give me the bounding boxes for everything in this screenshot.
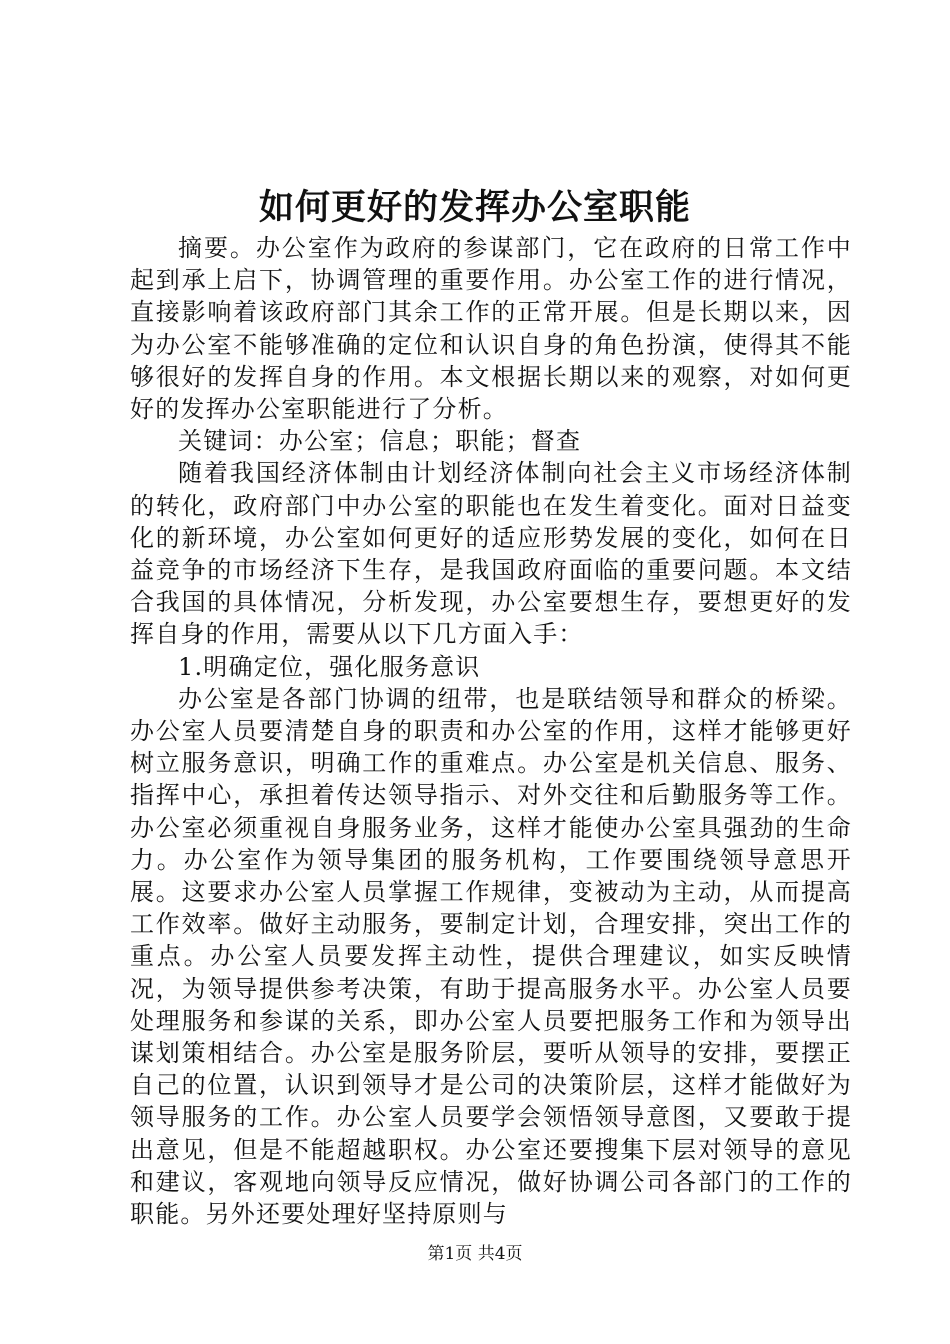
section-body-paragraph: 办公室是各部门协调的纽带，也是联结领导和群众的桥梁。办公室人员要清楚自身的职责和办公室的作用，这样才能够更好树立服务意识，明确工作的重难点。办公室是机关信息、服务、指挥中心，承担着传达领导指示、对外交往和后勤服务等工作。办公室必须重视自身服务业务，这样才能使办公室具强劲的生命力。办公室作为领导集团的服务机构，工作要围绕领导意思开展。这要求办公室人员掌握工作规律，变被动为主动，从而提高工作效率。做好主动服务，要制定计划，合理安排，突出工作的重点。办公室人员要发挥主动性，提供合理建议，如实反映情况，为领导提供参考决策，有助于提高服务水平。办公室人员要处理服务和参谋的关系，即办公室人员要把服务工作和为领导出谋划策相结合。办公室是服务阶层，要听从领导的安排，要摆正自己的位置，认识到领导才是公司的决策阶层，这样才能做好为领导服务的工作。办公室人员要学会领悟领导意图，又要敢于提出意见，但是不能超越职权。办公室还要搜集下层对领导的意见和建议，客观地向领导反应情况，做好协调公司各部门的工作的职能。另外还要处理好坚持原则与: [130, 684, 852, 1229]
section-heading: 1.明确定位，强化服务意识: [178, 652, 481, 681]
keywords-paragraph: 关键词：办公室；信息；职能；督查: [178, 427, 582, 456]
document-body: [130, 232, 852, 1230]
abstract-paragraph: 摘要。办公室作为政府的参谋部门，它在政府的日常工作中起到承上启下，协调管理的重要作用。办公室工作的进行情况，直接影响着该政府部门其余工作的正常开展。但是长期以来，因为办公室不能够准确的定位和认识自身的角色扮演，使得其不能够很好的发挥自身的作用。本文根据长期以来的观察，对如何更好的发挥办公室职能进行了分析。: [130, 234, 852, 424]
intro-paragraph: 随着我国经济体制由计划经济体制向社会主义市场经济体制的转化，政府部门中办公室的职能也在发生着变化。面对日益变化的新环境，办公室如何更好的适应形势发展的变化，如何在日益竞争的市场经济下生存，是我国政府面临的重要问题。本文结合我国的具体情况，分析发现，办公室要想生存，要想更好的发挥自身的作用，需要从以下几方面入手：: [130, 459, 852, 649]
page-footer: 第1页 共4页: [427, 1244, 523, 1264]
document-title: 如何更好的发挥办公室职能: [258, 187, 691, 228]
